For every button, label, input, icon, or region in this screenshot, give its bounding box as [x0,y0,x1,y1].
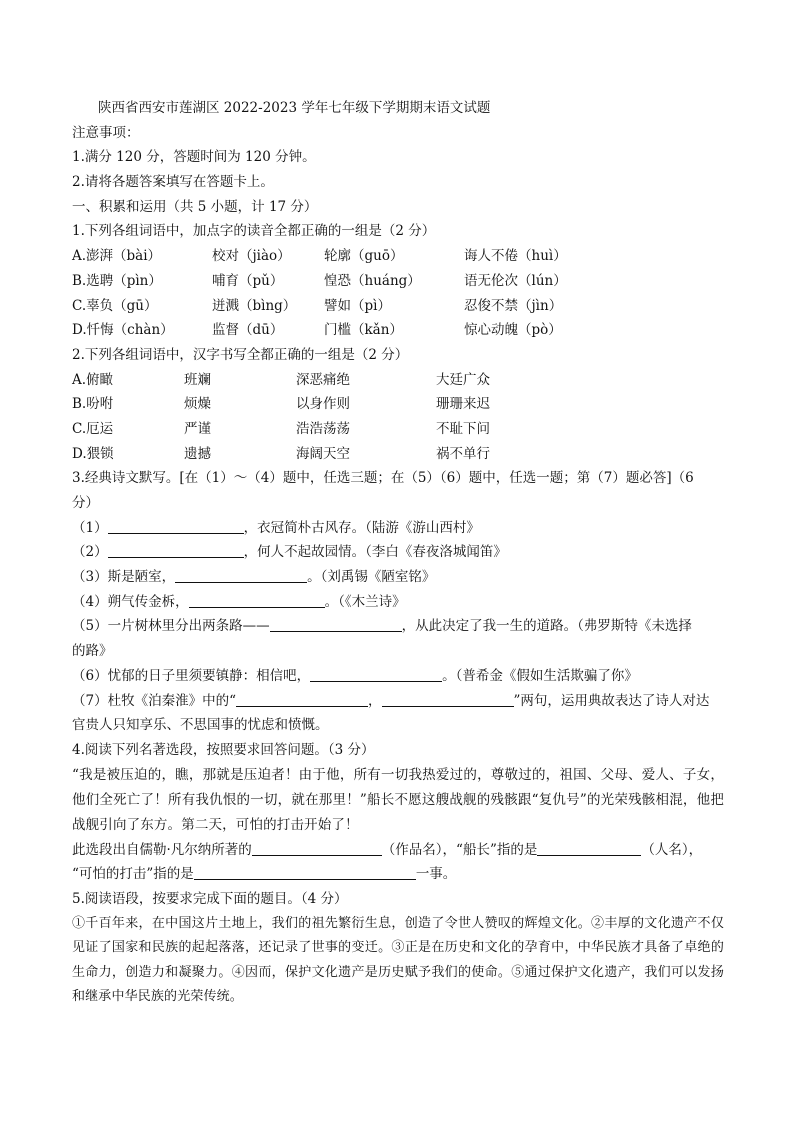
q2-word: 班斓 [184,371,211,388]
q2-option-row [72,392,724,417]
answer-blank[interactable] [537,839,641,856]
q2-word: A.俯瞰 [72,371,114,388]
q4-text: （作品名），“船长”指的是 [381,841,538,858]
question-4-stem: 4.阅读下列名著选段，按照要求回答问题。（3 分） [72,741,375,758]
q1-word: B.选聘（pìn） [72,272,162,289]
answer-blank[interactable] [108,517,244,534]
q4-text: 此选段出自儒勒·凡尔纳所著的 [72,841,252,858]
question-2-stem: 2.下列各组词语中，汉字书写全都正确的一组是（2 分） [72,346,409,363]
q4-text: 一事。 [415,866,457,883]
question-3-stem: 3.经典诗文默写。[在（1）～（4）题中，任选三题；在（5）（6）题中，任选一题；第（7）题必答]（6 [72,470,694,487]
q2-word: 大廷广众 [436,371,490,388]
q2-word: 遗撼 [184,445,211,462]
q2-word: 祸不单行 [436,445,490,462]
q1-word: 迸溅（bìng） [212,297,297,314]
q3-item-text: （7）杜牧《泊秦淮》中的“ [72,692,236,709]
q3-item-number: （2） [72,544,108,561]
q3-item-4 [72,590,724,615]
q3-item-text: ， [368,692,382,709]
q3-item-text: ，从此决定了我一生的道路。（弗罗斯特《未选择 [401,618,692,635]
q2-word: C.厄运 [72,420,114,437]
q4-question-line [72,838,724,863]
answer-blank[interactable] [310,665,442,682]
q3-item-1 [72,516,724,541]
q5-passage: ①千百年来，在中国这片土地上，我们的祖先繁衍生息，创造了令世人赞叹的辉煌文化。②丰厚的文化遗产不仅见证了国家和民族的起起落落，还记录了世事的变迁。③正是在历史和文化的孕育中，中华民族才具备了卓绝的生命力，创造力和凝聚力。④因而，保护文化遗产是历史赋予我们的使命。⑤通过保护文化遗产，我们可以发扬和继承中华民族的光荣传统。 [72,915,724,1005]
q1-word: A.澎湃（bài） [72,248,162,265]
q3-item-7 [72,689,724,714]
answer-blank[interactable] [382,690,514,707]
exam-title: 陕西省西安市莲湖区 2022-2023 学年七年级下学期期末语文试题 [98,100,491,116]
q1-word: 忍俊不禁（jìn） [464,297,563,314]
section-heading: 一、积累和运用（共 5 小题，计 17 分） [72,198,318,215]
q3-item-5 [72,614,724,639]
q3-item-5-cont: 的路》 [72,643,113,660]
q1-option-row [72,269,724,294]
answer-blank[interactable] [194,863,416,880]
q2-option-row [72,368,724,393]
answer-blank[interactable] [252,839,382,856]
q1-word: 语无伦次（lún） [464,272,567,289]
q2-word: 严谨 [184,420,211,437]
q2-word: 浩浩荡荡 [296,420,350,437]
q1-word: 惶恐（huáng） [324,272,421,289]
q4-passage: “我是被压迫的，瞧，那就是压迫者！由于他，所有一切我热爱过的，尊敬过的，祖国、父母、爱人、子女，他们全死亡了！所有我仇恨的一切，就在那里！”船长不愿这艘战舰的残骸跟“复仇号”的光荣残骸相混，他把战舰引向了东方。第二天，可怕的打击开始了！ [72,766,724,833]
q1-option-row [72,244,724,269]
q2-word: 海阔天空 [296,445,350,462]
q3-item-text: ”两句，运用典故表达了诗人对达 [513,692,710,709]
q1-word: 监督（dū） [212,322,284,339]
q2-word: D.猥锁 [72,445,114,462]
q3-item-text: 。（《木兰诗》 [324,593,406,610]
question-3-stem-cont: 分） [72,495,99,511]
q2-word: 深恶痛绝 [296,371,350,388]
notice-item: 2.请将各题答案填写在答题卡上。 [72,174,274,191]
q2-option-row [72,417,724,442]
q3-item-6 [72,664,724,689]
answer-blank[interactable] [189,591,325,608]
q4-question-line [72,862,724,887]
answer-blank[interactable] [270,615,402,632]
answer-blank[interactable] [175,566,307,583]
q3-item-number: （1） [72,519,108,536]
q1-word: 轮廓（guō） [324,248,404,265]
q3-item-text: ，衣冠简朴古风存。（陆游《游山西村》 [243,519,480,536]
q2-word: 烦燥 [184,396,211,413]
q3-item-text: （3）斯是陋室， [72,569,176,586]
question-1-stem: 1.下列各组词语中，加点字的读音全都正确的一组是（2 分） [72,223,436,240]
notice-item: 1.满分 120 分，答题时间为 120 分钟。 [72,149,316,166]
q1-word: 哺育（pǔ） [212,272,284,289]
question-5-stem: 5.阅读语段，按要求完成下面的题目。（4 分） [72,890,348,907]
q1-option-row [72,294,724,319]
q2-word: 以身作则 [296,396,350,413]
q1-word: 惊心动魄（pò） [464,322,562,339]
q4-text: “可怕的打击”指的是 [72,866,194,883]
q2-word: 不耻下问 [436,420,490,437]
notice-heading: 注意事项： [72,124,140,141]
q2-word: 珊珊来迟 [436,396,490,413]
q3-item-text: （4）朔气传金柝， [72,593,189,610]
q1-word: C.辜负（gū） [72,297,158,314]
q3-item-text: 。（普希金《假如生活欺骗了你》 [442,667,638,684]
q3-item-text: 。（刘禹锡《陋室铭》 [307,569,436,586]
q2-option-row [72,442,724,467]
q2-word: B.吩咐 [72,396,114,413]
answer-blank[interactable] [108,541,244,558]
q3-item-text: （6）忧郁的日子里须要镇静：相信吧， [72,667,311,684]
q3-item-text: ，何人不起故园情。（李白《春夜洛城闻笛》 [243,544,507,561]
q1-word: 校对（jiào） [212,248,291,265]
q3-item-2 [72,540,724,565]
q3-item-text: （5）一片树林里分出两条路—— [72,618,270,635]
q3-item-3 [72,565,724,590]
q1-word: 诲人不倦（huì） [464,248,567,265]
q4-text: （人名）， [641,841,703,858]
answer-blank[interactable] [236,690,368,707]
q1-word: D.忏悔（chàn） [72,322,174,339]
q1-word: 门槛（kǎn） [324,322,403,339]
q1-option-row [72,318,724,343]
q3-item-7-cont: 官贵人只知享乐、不思国事的忧虑和愤慨。 [72,717,329,734]
q1-word: 譬如（pì） [324,297,391,314]
exam-page [72,96,724,1010]
